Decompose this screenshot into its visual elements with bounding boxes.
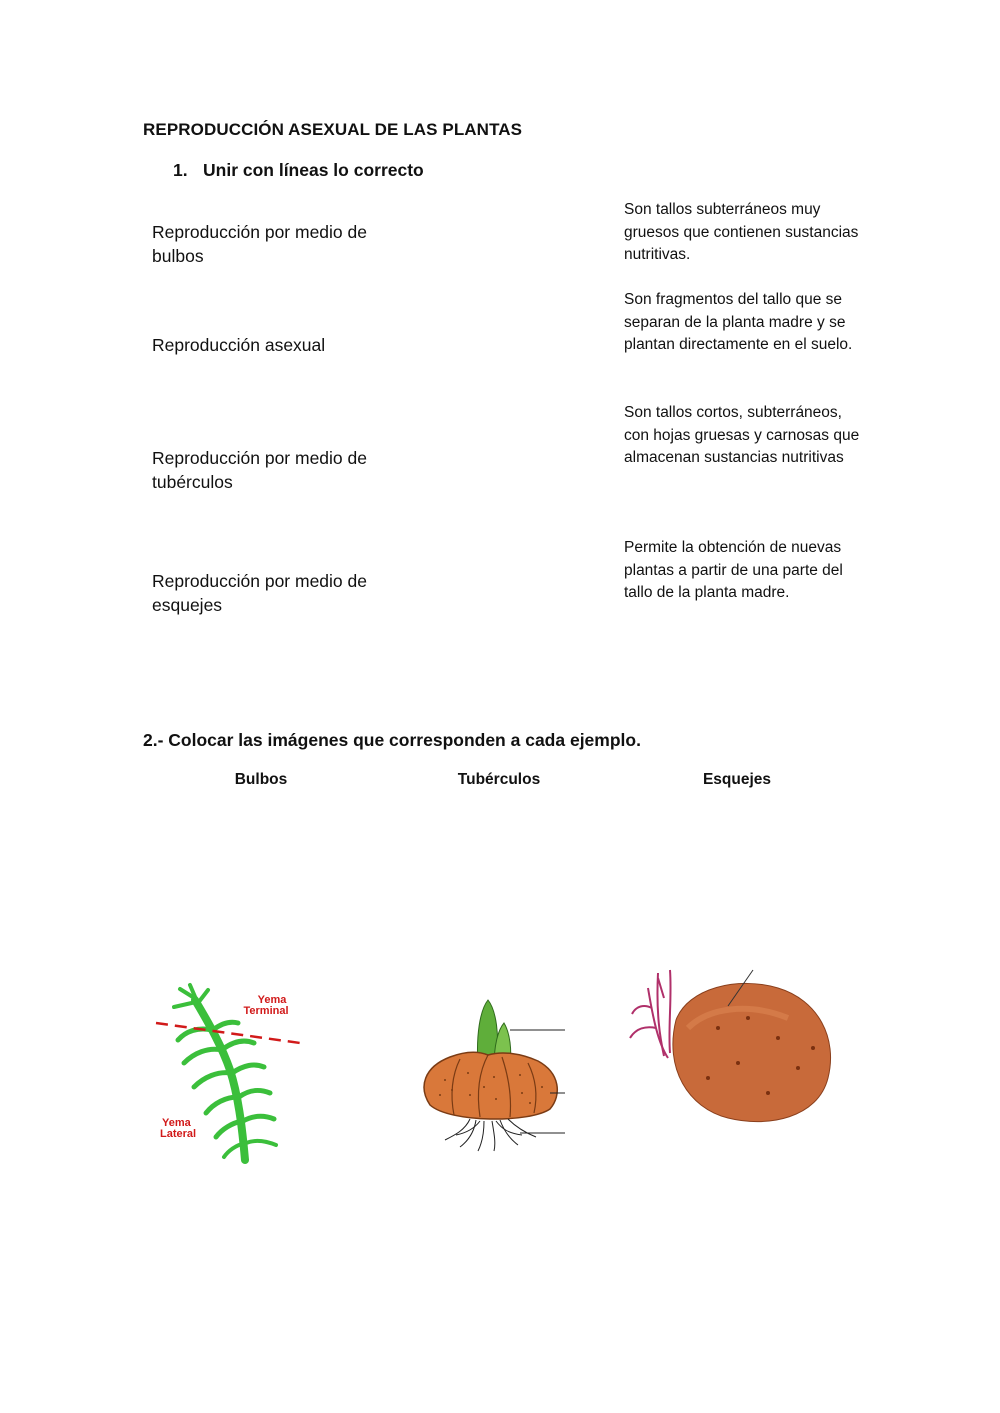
right-item-4[interactable]: Permite la obtención de nuevas plantas a partir de una parte del tallo de la planta madre.	[624, 539, 843, 602]
left-item-asexual[interactable]: Reproducción asexual	[152, 335, 326, 355]
cutting-plant-image[interactable]	[150, 985, 310, 1165]
label-yema-terminal: Yema Terminal	[243, 994, 289, 1017]
column-label-tuberculos: Tubérculos	[457, 771, 541, 788]
left-item-tuberculos[interactable]: Reproducción por medio de tubérculos	[152, 448, 367, 492]
question-1-heading	[173, 160, 424, 181]
right-item-2[interactable]: Son fragmentos del tallo que se separan de la planta madre y se plantan directamente en el suelo.	[624, 291, 853, 354]
tuber-image[interactable]	[628, 968, 838, 1128]
column-label-bulbos: Bulbos	[234, 771, 288, 788]
page-title: REPRODUCCIÓN ASEXUAL DE LAS PLANTAS	[143, 120, 523, 139]
bulb-image[interactable]	[410, 995, 570, 1155]
right-item-1[interactable]: Son tallos subterráneos muy gruesos que contienen sustancias nutritivas.	[624, 201, 859, 264]
column-label-esquejes: Esquejes	[702, 771, 772, 788]
question-2-instruction: 2.- Colocar las imágenes que corresponden a cada ejemplo.	[143, 730, 641, 750]
right-item-3[interactable]: Son tallos cortos, subterráneos, con hojas gruesas y carnosas que almacenan sustancias nutritivas	[624, 404, 860, 467]
left-item-esquejes[interactable]: Reproducción por medio de esquejes	[152, 571, 367, 615]
question-1-instruction: Unir con líneas lo correcto	[203, 160, 424, 180]
left-item-bulbos[interactable]: Reproducción por medio de bulbos	[152, 222, 367, 266]
question-1-number: 1.	[173, 160, 188, 180]
label-yema-lateral: Yema Lateral	[160, 1117, 197, 1140]
